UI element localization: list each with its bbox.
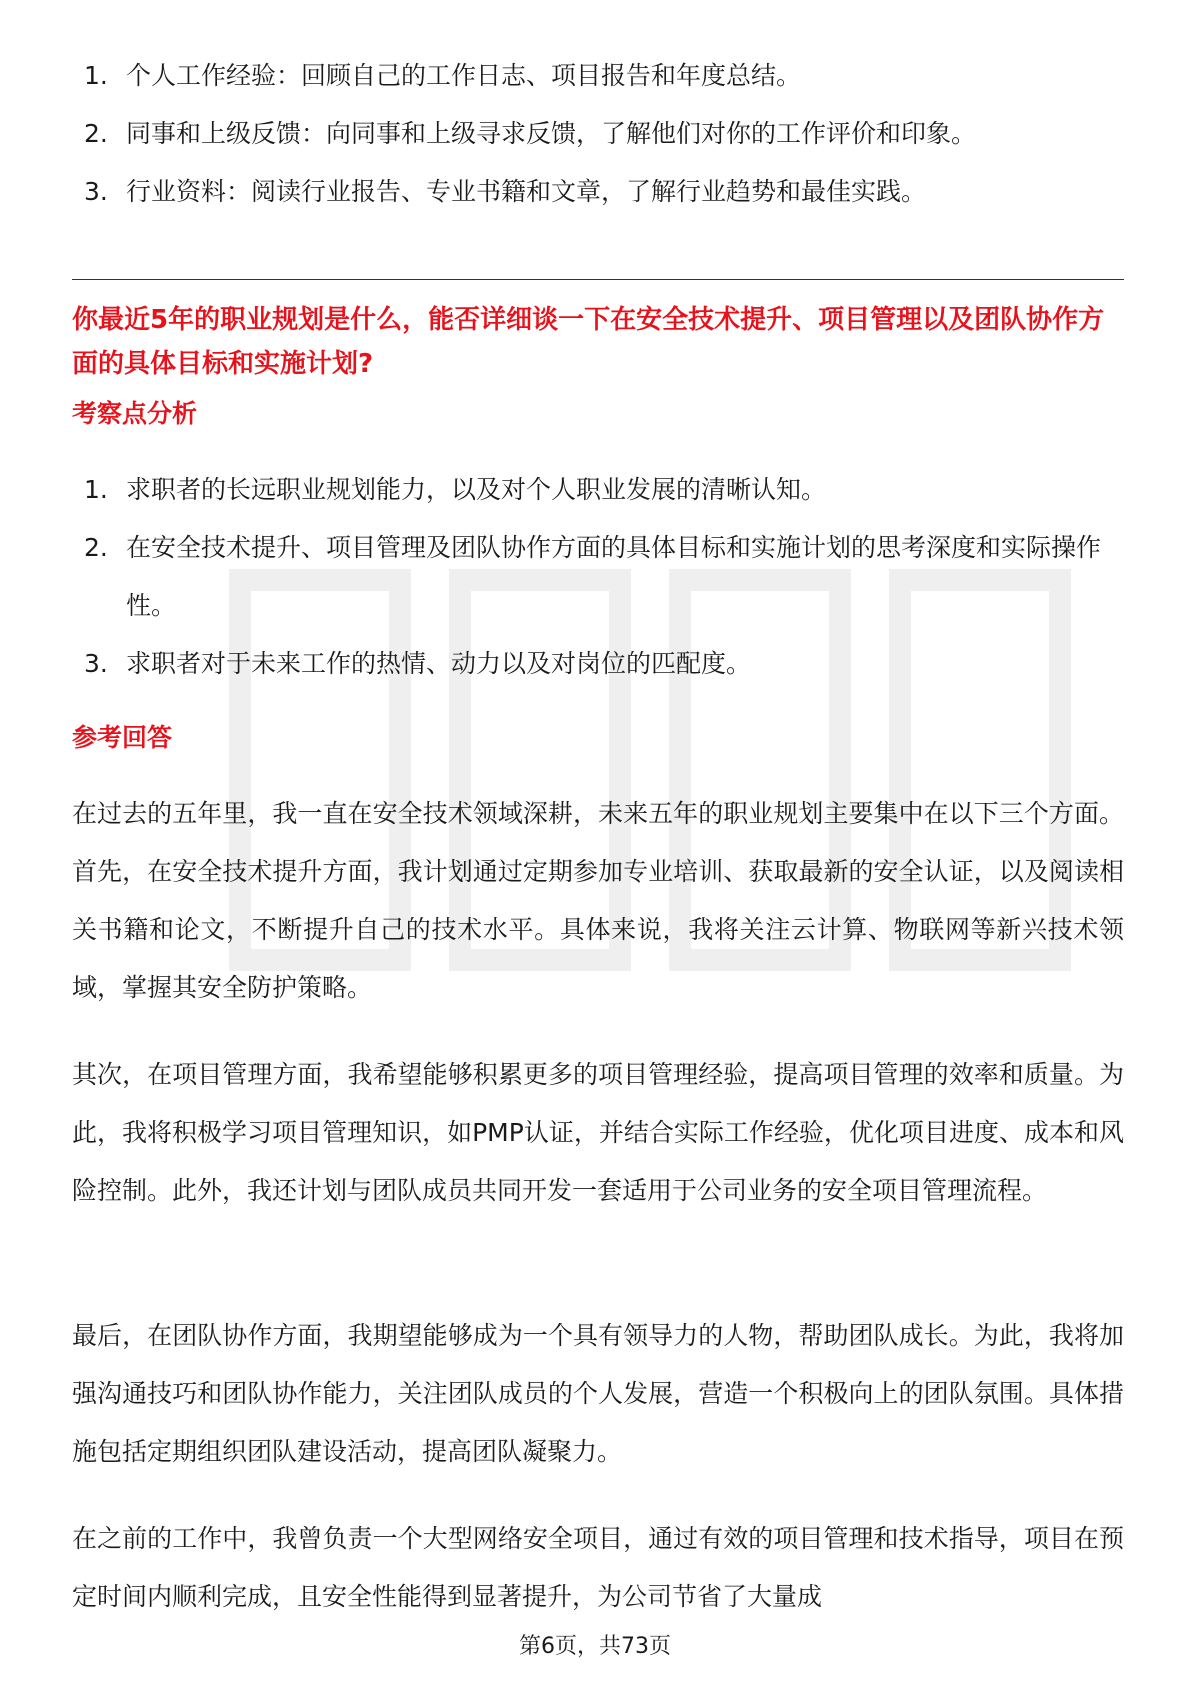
list-text: 个人工作经验：回顾自己的工作日志、项目报告和年度总结。 (126, 61, 802, 90)
list-number: 2. (84, 533, 108, 562)
list-number: 2. (84, 119, 108, 148)
list-item (84, 635, 1124, 693)
answer-paragraph: 在过去的五年里，我一直在安全技术领域深耕，未来五年的职业规划主要集中在以下三个方面。首先，在安全技术提升方面，我计划通过定期参加专业培训、获取最新的安全认证，以及阅读相关书籍和论文，不断提升自己的技术水平。具体来说，我将关注云计算、物联网等新兴技术领域，掌握其安全防护策略。 (72, 799, 1124, 1002)
answer-paragraph: 最后，在团队协作方面，我期望能够成为一个具有领导力的人物，帮助团队成长。为此，我将加强沟通技巧和团队协作能力，关注团队成员的个人发展，营造一个积极向上的团队氛围。具体措施包括定期组织团队建设活动，提高团队凝聚力。 (72, 1321, 1124, 1466)
analysis-heading: 考察点分析 (72, 399, 198, 428)
list-number: 3. (84, 649, 108, 678)
list-text: 求职者对于未来工作的热情、动力以及对岗位的匹配度。 (126, 649, 752, 678)
answer-heading: 参考回答 (72, 723, 173, 752)
answer-paragraph: 在之前的工作中，我曾负责一个大型网络安全项目，通过有效的项目管理和技术指导，项目在预定时间内顺利完成，且安全性能得到显著提升，为公司节省了大量成 (72, 1524, 1124, 1611)
list-item (84, 105, 1124, 163)
list-item (84, 163, 1124, 221)
interview-question: 你最近5年的职业规划是什么，能否详细谈一下在安全技术提升、项目管理以及团队协作方面的具体目标和实施计划? (72, 305, 1105, 379)
list-item (84, 519, 1124, 635)
list-text: 同事和上级反馈：向同事和上级寻求反馈，了解他们对你的工作评价和印象。 (126, 119, 977, 148)
intro-list (84, 47, 1124, 221)
list-text: 求职者的长远职业规划能力，以及对个人职业发展的清晰认知。 (126, 475, 827, 504)
list-item (84, 461, 1124, 519)
list-number: 3. (84, 177, 108, 206)
section-divider (72, 279, 1124, 280)
list-text: 行业资料：阅读行业报告、专业书籍和文章，了解行业趋势和最佳实践。 (126, 177, 927, 206)
list-number: 1. (84, 61, 108, 90)
list-number: 1. (84, 475, 108, 504)
answer-paragraph: 其次，在项目管理方面，我希望能够积累更多的项目管理经验，提高项目管理的效率和质量。为此，我将积极学习项目管理知识，如PMP认证，并结合实际工作经验，优化项目进度、成本和风险控制。此外，我还计划与团队成员共同开发一套适用于公司业务的安全项目管理流程。 (72, 1060, 1124, 1205)
list-text: 在安全技术提升、项目管理及团队协作方面的具体目标和实施计划的思考深度和实际操作性。 (126, 533, 1102, 620)
page-number: 第6页，共73页 (519, 1634, 671, 1659)
analysis-list (84, 461, 1124, 693)
list-item (84, 47, 1124, 105)
